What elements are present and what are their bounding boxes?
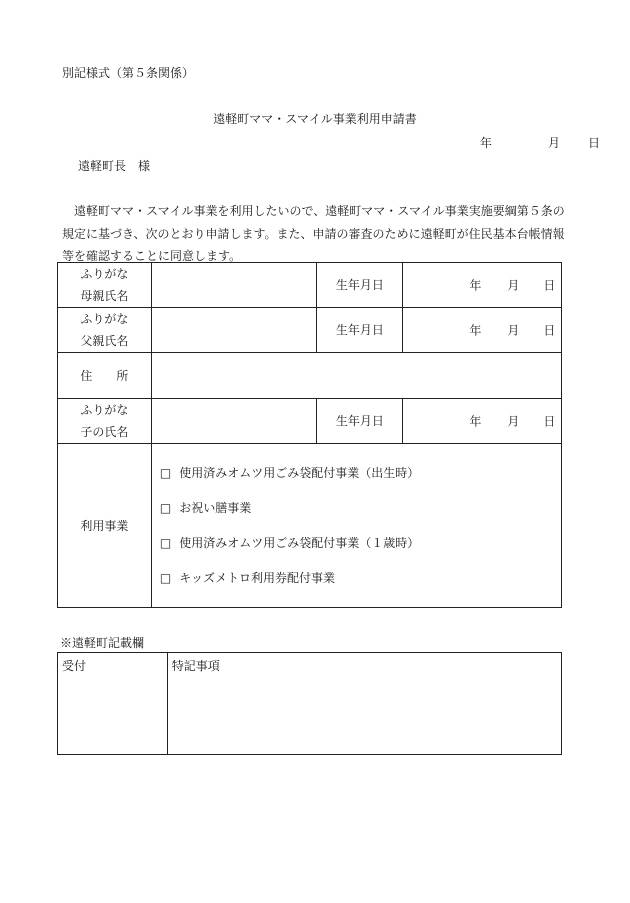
date-line — [480, 134, 600, 151]
ymd-month: 月 — [507, 278, 520, 293]
addressee: 遠軽町長 様 — [78, 159, 151, 173]
service-option-label: お祝い膳事業 — [179, 500, 252, 515]
father-birth-date-field[interactable] — [403, 308, 562, 353]
intro-paragraph: 遠軽町ママ・スマイル事業を利用したいので、遠軽町ママ・スマイル事業実施要綱第５条の規定に基づき、次のとおり申請します。また、申請の審査のために遠軽町が住民基本台帳情報等を確認することに同意します。 — [62, 204, 565, 263]
ymd-month: 月 — [507, 323, 520, 338]
child-label-cell — [58, 399, 152, 444]
special-notes-cell — [167, 653, 561, 755]
ymd-year: 年 — [469, 414, 482, 429]
checkbox-icon[interactable]: □ — [159, 500, 172, 515]
ymd-day: 日 — [543, 278, 556, 293]
date-month-label: 月 — [548, 136, 561, 150]
service-option[interactable] — [160, 491, 561, 526]
father-label-cell — [58, 308, 152, 353]
mother-birth-date-field[interactable] — [403, 263, 562, 308]
birth-date-label: 生年月日 — [317, 308, 403, 353]
services-row — [58, 444, 562, 608]
mother-name-field[interactable] — [151, 263, 317, 308]
reception-label: 受付 — [62, 659, 87, 673]
service-option-label: キッズメトロ利用券配付事業 — [179, 570, 335, 585]
ymd-year: 年 — [469, 323, 482, 338]
service-option-label: 使用済みオムツ用ごみ袋配付事業（１歳時） — [179, 535, 420, 550]
service-option[interactable] — [160, 561, 561, 596]
father-row — [58, 308, 562, 353]
child-name-field[interactable] — [151, 399, 317, 444]
address-field[interactable] — [151, 353, 561, 399]
checkbox-icon[interactable]: □ — [159, 535, 172, 550]
child-row — [58, 399, 562, 444]
service-option-label: 使用済みオムツ用ごみ袋配付事業（出生時） — [179, 465, 420, 480]
date-year-label: 年 — [480, 136, 493, 150]
furigana-label: ふりがな — [80, 403, 129, 417]
services-options — [151, 444, 561, 608]
office-use-heading: ※遠軽町記載欄 — [60, 636, 145, 650]
application-table — [57, 262, 562, 608]
address-row — [58, 353, 562, 399]
birth-date-label: 生年月日 — [317, 399, 403, 444]
checkbox-icon[interactable]: □ — [159, 570, 172, 585]
special-notes-label: 特記事項 — [171, 659, 220, 673]
father-name-label: 父親氏名 — [80, 334, 129, 348]
mother-name-label: 母親氏名 — [80, 289, 129, 303]
checkbox-icon[interactable]: □ — [159, 465, 172, 480]
ymd-day: 日 — [543, 414, 556, 429]
document-title: 遠軽町ママ・スマイル事業利用申請書 — [213, 112, 417, 126]
service-option[interactable] — [160, 526, 561, 561]
mother-row — [58, 263, 562, 308]
ymd-day: 日 — [543, 323, 556, 338]
service-option[interactable] — [160, 456, 561, 491]
form-label: 別記様式（第５条関係） — [62, 66, 195, 80]
child-name-label: 子の氏名 — [80, 425, 129, 439]
address-label: 住 所 — [58, 353, 152, 399]
services-label: 利用事業 — [58, 444, 152, 608]
office-use-table — [57, 652, 562, 755]
furigana-label: ふりがな — [80, 312, 129, 326]
reception-cell — [58, 653, 168, 755]
ymd-year: 年 — [469, 278, 482, 293]
furigana-label: ふりがな — [80, 267, 129, 281]
mother-label-cell — [58, 263, 152, 308]
child-birth-date-field[interactable] — [403, 399, 562, 444]
date-day-label: 日 — [588, 136, 601, 150]
birth-date-label: 生年月日 — [317, 263, 403, 308]
ymd-month: 月 — [507, 414, 520, 429]
father-name-field[interactable] — [151, 308, 317, 353]
